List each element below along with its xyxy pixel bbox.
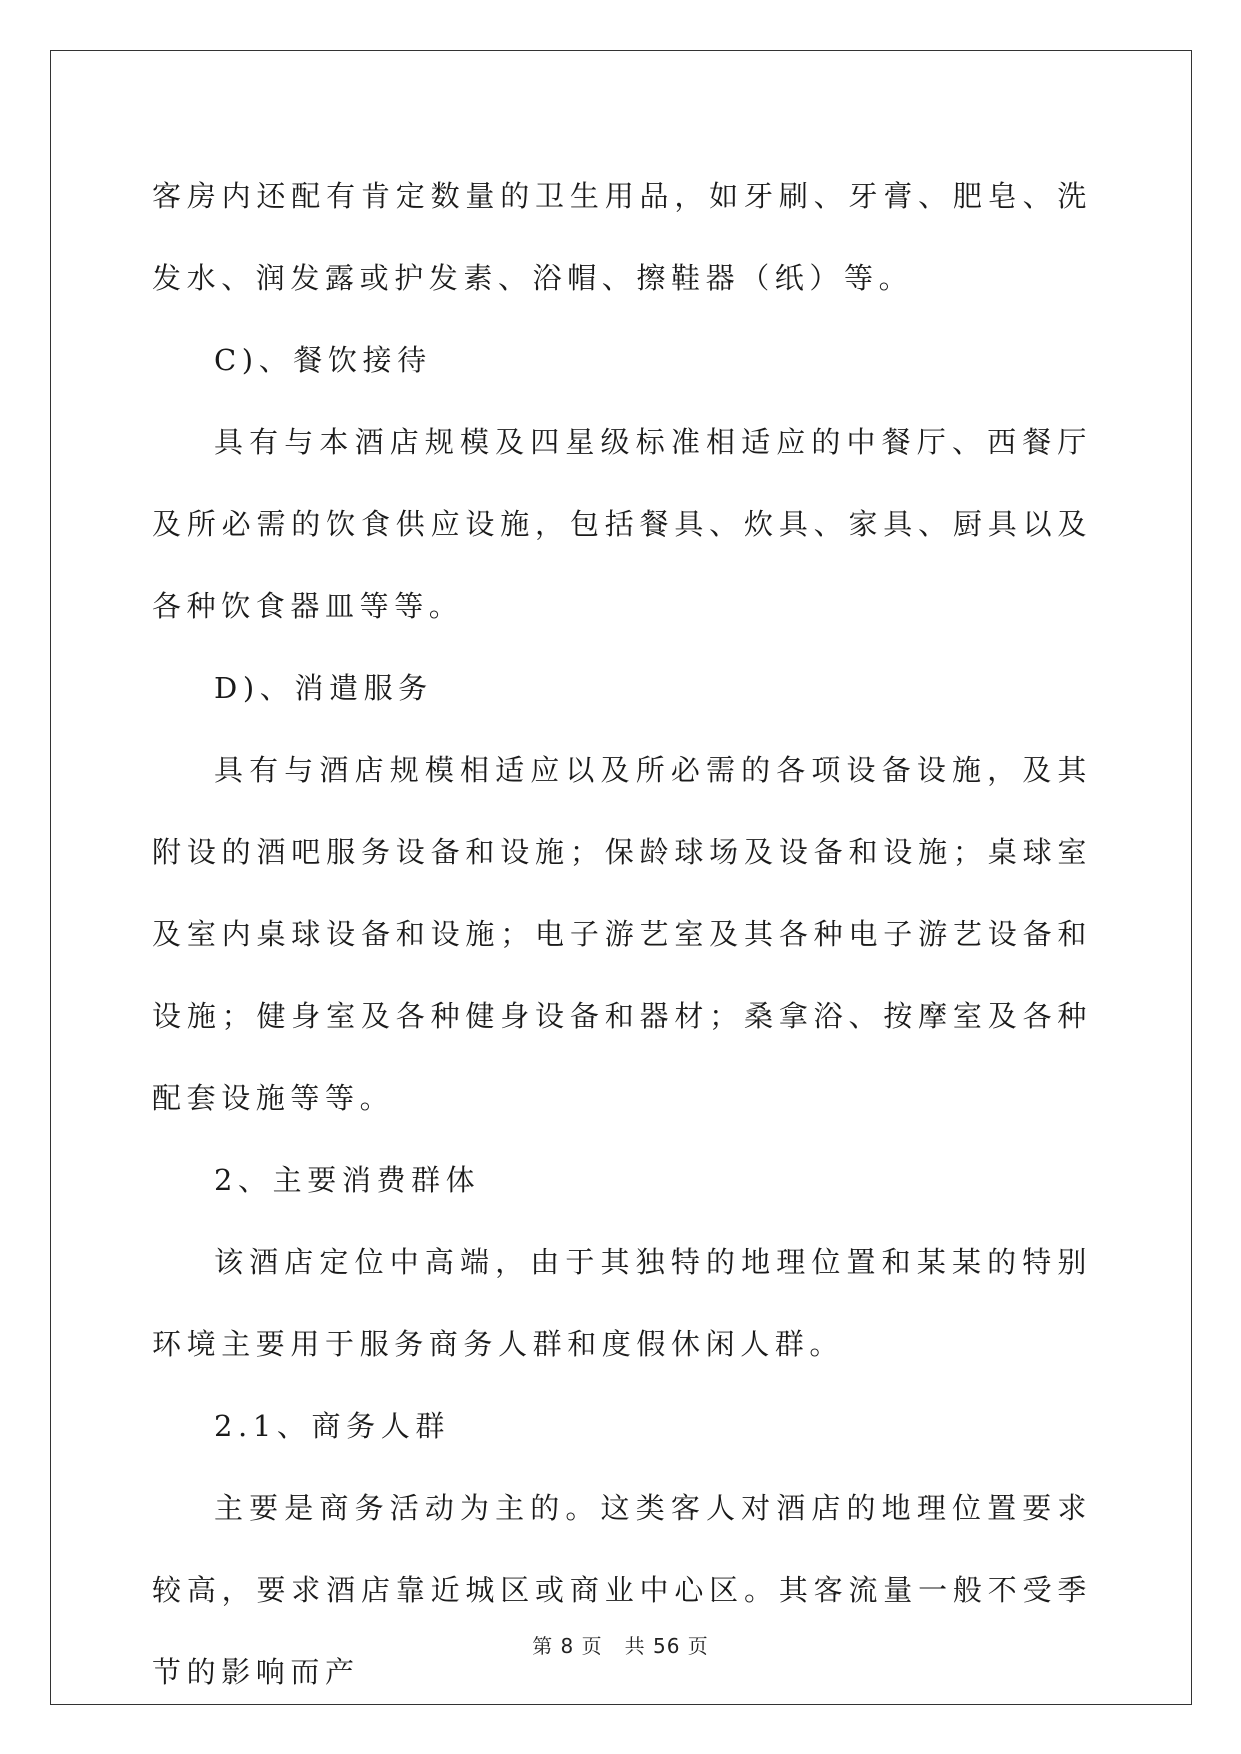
paragraph-leisure: 具有与酒店规模相适应以及所必需的各项设备设施，及其附设的酒吧服务设备和设施；保龄球场及设备和设施；桌球室及室内桌球设备和设施；电子游艺室及其各种电子游艺设备和设施；健身室及各种健身设备和器材；桑拿浴、按摩室及各种配套设施等等。 — [152, 753, 1092, 1115]
page-total: 共 56 页 — [624, 1634, 709, 1658]
heading-leisure: D)、消遣服务 — [214, 671, 433, 705]
document-body — [152, 155, 1092, 1713]
paragraph-dining: 具有与本酒店规模及四星级标准相适应的中餐厅、西餐厅及所必需的饮食供应设施，包括餐具、炊具、家具、厨具以及各种饮食器皿等等。 — [152, 425, 1092, 623]
heading-consumer-groups: 2、主要消费群体 — [214, 1163, 481, 1197]
page-footer — [0, 1630, 1241, 1659]
paragraph-business-people: 主要是商务活动为主的。这类客人对酒店的地理位置要求较高，要求酒店靠近城区或商业中心区。其客流量一般不受季节的影响而产 — [152, 1491, 1092, 1689]
heading-business-people: 2.1、商务人群 — [214, 1409, 450, 1443]
page-number: 第 8 页 — [532, 1634, 603, 1658]
paragraph-consumer-groups: 该酒店定位中高端，由于其独特的地理位置和某某的特别环境主要用于服务商务人群和度假休闲人群。 — [152, 1245, 1092, 1361]
paragraph-hygiene-supplies: 客房内还配有肯定数量的卫生用品，如牙刷、牙膏、肥皂、洗发水、润发露或护发素、浴帽、擦鞋器（纸）等。 — [152, 179, 1092, 295]
heading-dining: C)、餐饮接待 — [214, 343, 432, 377]
